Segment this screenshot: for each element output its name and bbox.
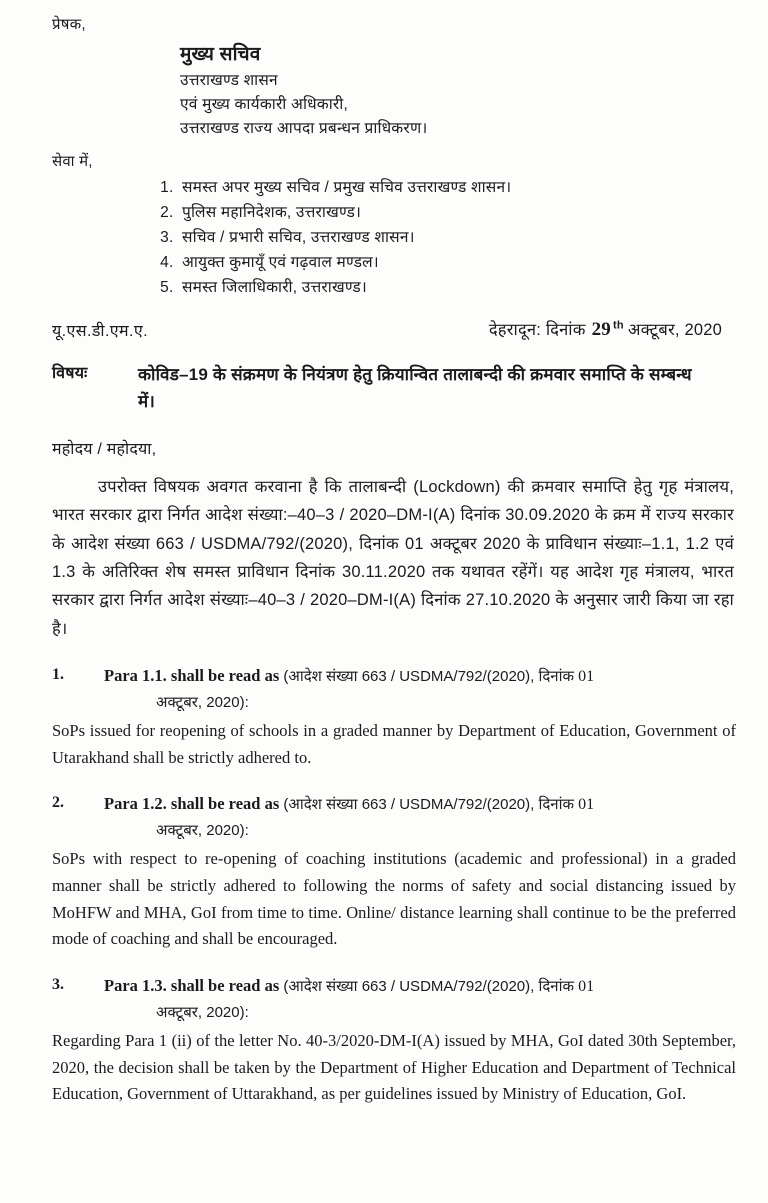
clause-2-number: 2.	[52, 794, 64, 812]
clause-1-title-date: 01	[578, 668, 595, 686]
clause-2-title-hi: (आदेश संख्या 663 / USDMA/792/(2020), दिनांक	[283, 796, 575, 814]
clause-2-heading	[52, 791, 740, 818]
clause-1-title-hi: (आदेश संख्या 663 / USDMA/792/(2020), दिनांक	[283, 668, 575, 686]
list-item: 3. सचिव / प्रभारी सचिव, उत्तराखण्ड शासन।	[178, 225, 740, 250]
clause-1-body: SoPs issued for reopening of schools in a graded manner by Department of Education, Government of Utarakhand shall be strictly adhered to.	[52, 721, 736, 767]
sender-line-3: उत्तराखण्ड राज्य आपदा प्रबन्धन प्राधिकरण।	[180, 120, 428, 138]
list-item: 5. समस्त जिलाधिकारी, उत्तराखण्ड।	[178, 275, 740, 300]
clause-1-subline: अक्टूबर, 2020):	[156, 694, 249, 712]
clause-3-title-en: Para 1.3. shall be read as	[104, 976, 280, 996]
clause-2-title-date: 01	[578, 796, 595, 814]
subject-text: कोविड–19 के संक्रमण के नियंत्रण हेतु क्रियान्वित तालाबन्दी की क्रमवार समाप्ति के सम्बन्ध में।	[138, 364, 692, 411]
from-label: प्रेषक,	[52, 16, 86, 33]
to-label: सेवा में,	[52, 153, 93, 171]
place-date-prefix: देहरादून: दिनांक	[488, 320, 586, 339]
date-ordinal: th	[613, 319, 624, 332]
sender-designation: मुख्य सचिव	[180, 44, 261, 65]
clause-1	[52, 663, 740, 771]
subject-row	[52, 361, 740, 415]
clause-2-title	[104, 791, 594, 818]
clause-3-number: 3.	[52, 976, 64, 994]
clause-3-title-hi: (आदेश संख्या 663 / USDMA/792/(2020), दिनांक	[283, 978, 575, 996]
reference-date-row	[52, 317, 740, 341]
list-item: 2. पुलिस महानिदेशक, उत्तराखण्ड।	[178, 200, 740, 225]
clause-2-subline: अक्टूबर, 2020):	[156, 822, 249, 840]
clause-3-subline: अक्टूबर, 2020):	[156, 1003, 249, 1021]
clause-2-title-en: Para 1.2. shall be read as	[104, 794, 280, 814]
clause-1-heading	[52, 663, 740, 690]
date-year: 2020	[684, 320, 722, 339]
clause-2-body: SoPs with respect to re-opening of coaching institutions (academic and professional) in a graded manner shall be strictly adhered to following the norms of safety and social distancing issued by MoHFW and MHA, GoI from time to time. Online/ distance learning shall continue to be the preferred mode of coaching and shall be encouraged.	[52, 849, 736, 949]
clause-1-title-en: Para 1.1. shall be read as	[104, 666, 280, 686]
subject-label: विषयः	[52, 364, 88, 382]
body-paragraph	[52, 473, 740, 643]
sender-block	[180, 40, 740, 141]
place-date	[489, 317, 722, 341]
date-month: अक्टूबर,	[627, 320, 680, 339]
clause-3	[52, 973, 740, 1108]
sender-line-2: एवं मुख्य कार्यकारी अधिकारी,	[180, 96, 348, 114]
clause-2	[52, 791, 740, 953]
recipient-list	[148, 175, 740, 301]
reference-number: यू.एस.डी.एम.ए.	[52, 322, 148, 340]
clause-3-heading	[52, 973, 740, 1000]
clause-1-number: 1.	[52, 666, 64, 684]
date-day: 29	[591, 318, 612, 340]
body-paragraph-text: उपरोक्त विषयक अवगत करवाना है कि तालाबन्दी (Lockdown) की क्रमवार समाप्ति हेतु गृह मंत्रालय, भारत सरकार द्वारा निर्गत आदेश संख्या:–40–3 / 2020–DM-I(A) दिनांक 30.09.2020 के क्रम में राज्य सरकार के आदेश संख्या 663 / USDMA/792/(2020), दिनांक 01 अक्टूबर 2020 के प्राविधान संख्याः–1.1, 1.2 एवं 1.3 के अतिरिक्त शेष समस्त प्राविधान दिनांक 30.11.2020 तक यथावत रहेंगें। यह आदेश गृह मंत्रालय, भारत सरकार द्वारा निर्गत आदेश संख्याः–40–3 / 2020–DM-I(A) दिनांक 27.10.2020 के अनुसार जारी किया जा रहा है।	[52, 477, 734, 638]
clause-1-title	[104, 663, 594, 690]
list-item: 4. आयुक्त कुमायूँ एवं गढ़वाल मण्डल।	[178, 250, 740, 275]
sender-line-1: उत्तराखण्ड शासन	[180, 72, 278, 89]
salutation: महोदय / महोदया,	[52, 440, 157, 458]
list-item: 1. समस्त अपर मुख्य सचिव / प्रमुख सचिव उत्तराखण्ड शासन।	[178, 175, 740, 200]
clause-3-title	[104, 973, 594, 1000]
clause-3-title-date: 01	[578, 978, 595, 996]
clause-3-body: Regarding Para 1 (ii) of the letter No. 40-3/2020-DM-I(A) issued by MHA, GoI dated 30th September, 2020, the decision shall be taken by the Department of Higher Education and Department of Technical Education, Government of Uttarakhand, as per guidelines issued by Ministry of Education, GoI.	[52, 1030, 736, 1104]
